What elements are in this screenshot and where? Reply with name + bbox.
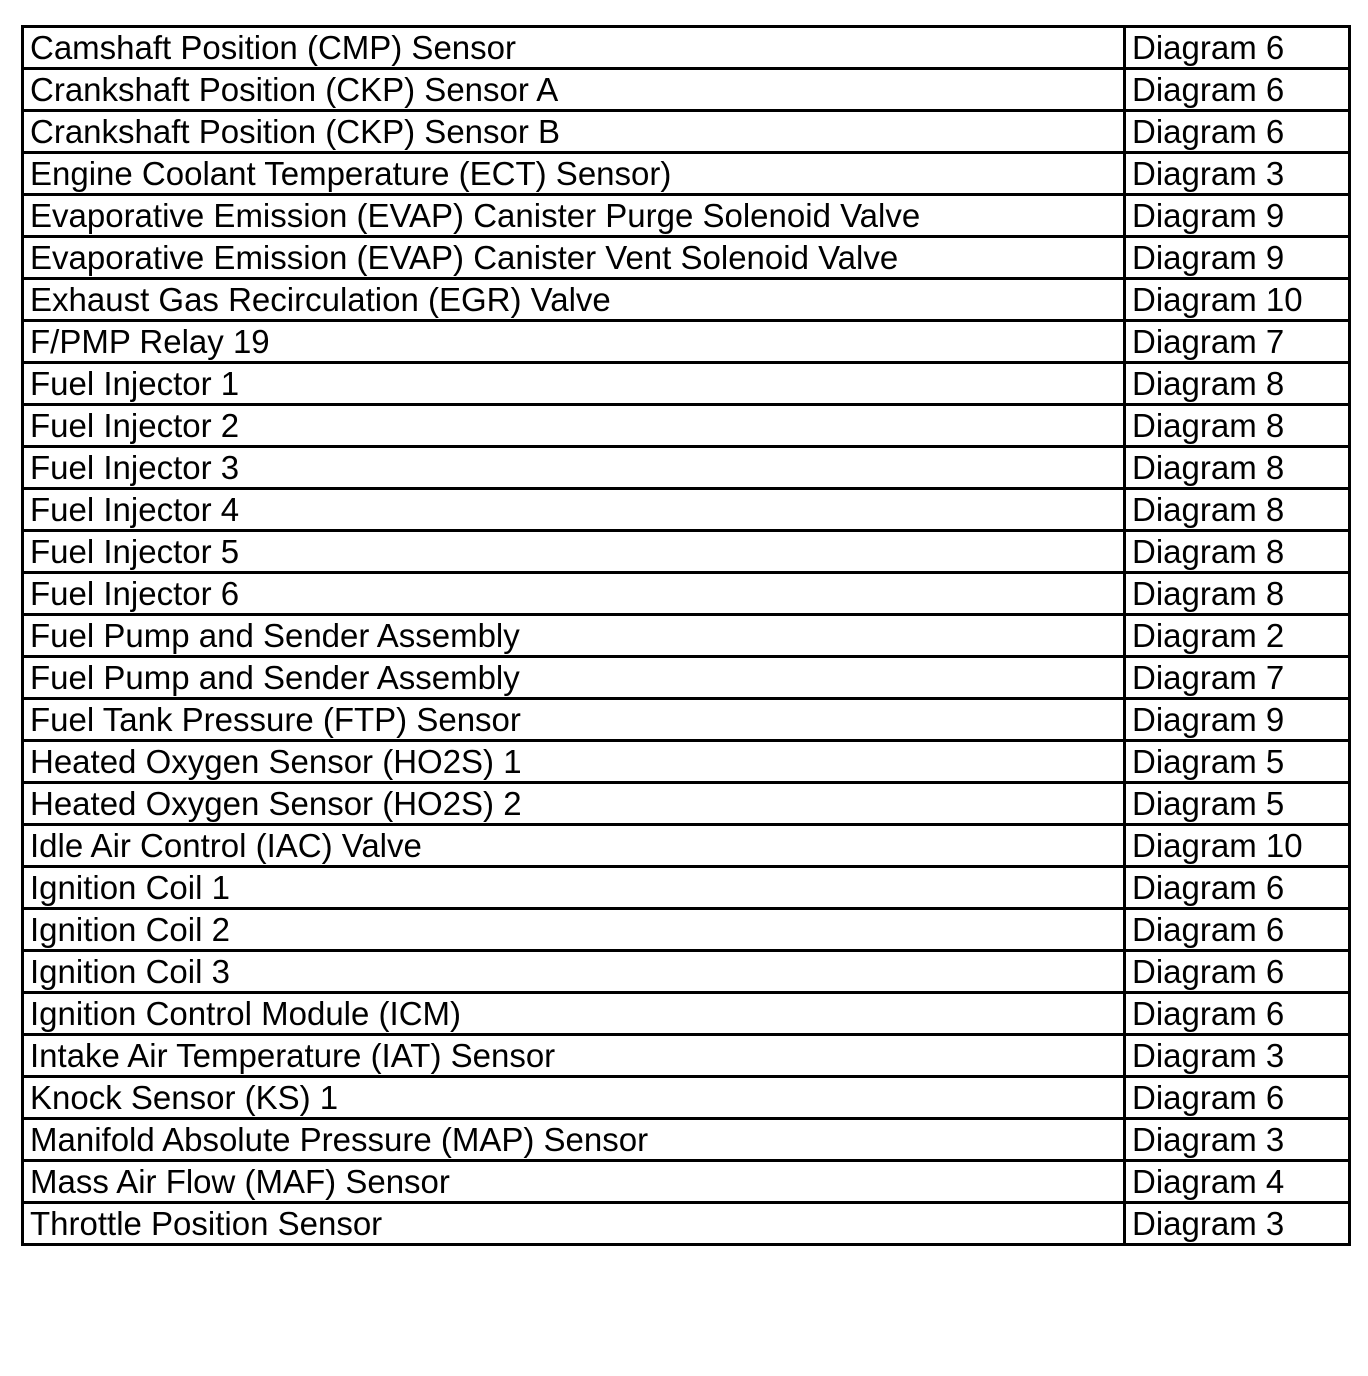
diagram-reference-cell: Diagram 9 <box>1125 237 1350 279</box>
table-row <box>23 909 1350 951</box>
table-row <box>23 447 1350 489</box>
table-row <box>23 363 1350 405</box>
diagram-reference-cell: Diagram 6 <box>1125 111 1350 153</box>
component-name-cell: Ignition Coil 3 <box>23 951 1125 993</box>
table-row <box>23 615 1350 657</box>
component-name-cell: Ignition Control Module (ICM) <box>23 993 1125 1035</box>
table-row <box>23 1203 1350 1245</box>
component-name-cell: Ignition Coil 2 <box>23 909 1125 951</box>
table-row <box>23 531 1350 573</box>
diagram-reference-cell: Diagram 3 <box>1125 1203 1350 1245</box>
diagram-reference-cell: Diagram 9 <box>1125 195 1350 237</box>
diagram-reference-cell: Diagram 8 <box>1125 531 1350 573</box>
diagram-reference-cell: Diagram 6 <box>1125 867 1350 909</box>
component-name-cell: Fuel Injector 6 <box>23 573 1125 615</box>
table-row <box>23 993 1350 1035</box>
table-row <box>23 195 1350 237</box>
diagram-reference-cell: Diagram 8 <box>1125 573 1350 615</box>
table-body <box>23 27 1350 1245</box>
component-name-cell: Crankshaft Position (CKP) Sensor B <box>23 111 1125 153</box>
table-row <box>23 489 1350 531</box>
component-name-cell: Exhaust Gas Recirculation (EGR) Valve <box>23 279 1125 321</box>
component-name-cell: Fuel Injector 2 <box>23 405 1125 447</box>
diagram-reference-cell: Diagram 4 <box>1125 1161 1350 1203</box>
component-name-cell: Fuel Injector 1 <box>23 363 1125 405</box>
diagram-reference-cell: Diagram 7 <box>1125 657 1350 699</box>
diagram-reference-cell: Diagram 6 <box>1125 951 1350 993</box>
component-name-cell: Heated Oxygen Sensor (HO2S) 2 <box>23 783 1125 825</box>
table-row <box>23 1077 1350 1119</box>
diagram-reference-cell: Diagram 6 <box>1125 993 1350 1035</box>
diagram-reference-cell: Diagram 2 <box>1125 615 1350 657</box>
diagram-reference-cell: Diagram 3 <box>1125 1035 1350 1077</box>
diagram-reference-cell: Diagram 6 <box>1125 1077 1350 1119</box>
table-row <box>23 237 1350 279</box>
table-row <box>23 1161 1350 1203</box>
component-name-cell: Idle Air Control (IAC) Valve <box>23 825 1125 867</box>
diagram-reference-cell: Diagram 5 <box>1125 783 1350 825</box>
diagram-reference-cell: Diagram 10 <box>1125 279 1350 321</box>
diagram-reference-cell: Diagram 7 <box>1125 321 1350 363</box>
component-name-cell: Fuel Tank Pressure (FTP) Sensor <box>23 699 1125 741</box>
diagram-reference-cell: Diagram 8 <box>1125 447 1350 489</box>
component-name-cell: Fuel Pump and Sender Assembly <box>23 657 1125 699</box>
component-name-cell: Fuel Injector 5 <box>23 531 1125 573</box>
diagram-reference-cell: Diagram 3 <box>1125 1119 1350 1161</box>
table-row <box>23 951 1350 993</box>
diagram-reference-cell: Diagram 8 <box>1125 405 1350 447</box>
table-row <box>23 111 1350 153</box>
diagram-reference-cell: Diagram 6 <box>1125 27 1350 69</box>
table-row <box>23 321 1350 363</box>
diagram-reference-cell: Diagram 6 <box>1125 69 1350 111</box>
table-row <box>23 153 1350 195</box>
component-name-cell: Ignition Coil 1 <box>23 867 1125 909</box>
diagram-reference-cell: Diagram 8 <box>1125 489 1350 531</box>
component-name-cell: Fuel Pump and Sender Assembly <box>23 615 1125 657</box>
diagram-reference-cell: Diagram 5 <box>1125 741 1350 783</box>
component-name-cell: Intake Air Temperature (IAT) Sensor <box>23 1035 1125 1077</box>
component-name-cell: Manifold Absolute Pressure (MAP) Sensor <box>23 1119 1125 1161</box>
table-row <box>23 741 1350 783</box>
table-row <box>23 699 1350 741</box>
component-name-cell: Knock Sensor (KS) 1 <box>23 1077 1125 1119</box>
diagram-reference-cell: Diagram 6 <box>1125 909 1350 951</box>
table-row <box>23 657 1350 699</box>
component-name-cell: Engine Coolant Temperature (ECT) Sensor) <box>23 153 1125 195</box>
table-row <box>23 279 1350 321</box>
component-name-cell: Camshaft Position (CMP) Sensor <box>23 27 1125 69</box>
table-row <box>23 69 1350 111</box>
component-name-cell: Fuel Injector 3 <box>23 447 1125 489</box>
component-location-sheet <box>21 25 1343 1246</box>
component-name-cell: Throttle Position Sensor <box>23 1203 1125 1245</box>
diagram-reference-cell: Diagram 3 <box>1125 153 1350 195</box>
table-row <box>23 783 1350 825</box>
component-diagram-table <box>21 25 1351 1246</box>
component-name-cell: Fuel Injector 4 <box>23 489 1125 531</box>
component-name-cell: Mass Air Flow (MAF) Sensor <box>23 1161 1125 1203</box>
table-row <box>23 1119 1350 1161</box>
table-row <box>23 27 1350 69</box>
diagram-reference-cell: Diagram 8 <box>1125 363 1350 405</box>
table-row <box>23 867 1350 909</box>
component-name-cell: Evaporative Emission (EVAP) Canister Vent Solenoid Valve <box>23 237 1125 279</box>
component-name-cell: F/PMP Relay 19 <box>23 321 1125 363</box>
table-row <box>23 1035 1350 1077</box>
diagram-reference-cell: Diagram 9 <box>1125 699 1350 741</box>
table-row <box>23 405 1350 447</box>
diagram-reference-cell: Diagram 10 <box>1125 825 1350 867</box>
component-name-cell: Crankshaft Position (CKP) Sensor A <box>23 69 1125 111</box>
table-row <box>23 573 1350 615</box>
component-name-cell: Heated Oxygen Sensor (HO2S) 1 <box>23 741 1125 783</box>
table-row <box>23 825 1350 867</box>
component-name-cell: Evaporative Emission (EVAP) Canister Purge Solenoid Valve <box>23 195 1125 237</box>
